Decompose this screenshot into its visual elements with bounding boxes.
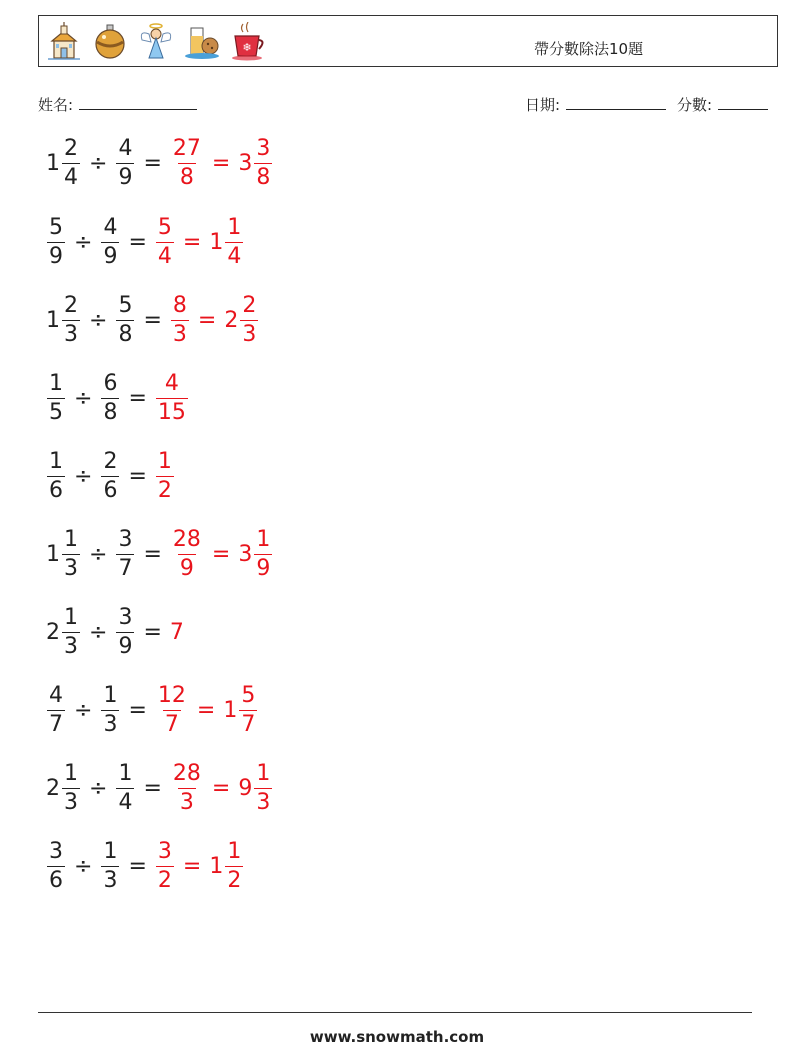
divide-sign: ÷ xyxy=(89,150,108,176)
denominator: 7 xyxy=(118,555,133,581)
denominator: 9 xyxy=(103,243,118,269)
whole-number: 1 xyxy=(209,853,224,879)
numerator: 5 xyxy=(241,682,256,708)
problem-row xyxy=(46,758,273,818)
score-blank[interactable] xyxy=(718,95,768,110)
numerator: 27 xyxy=(172,135,201,161)
dividend xyxy=(46,526,81,581)
fraction xyxy=(47,682,65,737)
numerator: 8 xyxy=(172,292,187,318)
whole-number: 1 xyxy=(46,541,60,567)
numerator: 5 xyxy=(118,292,133,318)
denominator: 5 xyxy=(49,399,63,425)
numerator: 28 xyxy=(172,760,201,786)
problem-row xyxy=(46,680,258,740)
fraction xyxy=(101,448,119,503)
whole-number: 9 xyxy=(238,775,253,801)
name-field xyxy=(38,94,197,115)
denominator: 3 xyxy=(64,555,78,581)
denominator: 7 xyxy=(164,711,179,737)
fraction xyxy=(225,214,243,269)
denominator: 3 xyxy=(256,789,271,815)
answer-improper xyxy=(170,620,185,645)
divisor xyxy=(100,838,120,893)
date-label: 日期: xyxy=(525,96,561,114)
equals-sign: = xyxy=(182,229,202,255)
numerator: 2 xyxy=(64,135,78,161)
denominator: 3 xyxy=(242,321,257,347)
whole-number: 7 xyxy=(169,619,184,645)
denominator: 8 xyxy=(256,164,271,190)
divide-sign: ÷ xyxy=(74,697,93,723)
answer-improper xyxy=(170,292,190,347)
fraction xyxy=(156,682,188,737)
divide-sign: ÷ xyxy=(74,853,93,879)
fraction xyxy=(47,838,65,893)
equals-sign: = xyxy=(196,697,216,723)
fraction xyxy=(116,292,134,347)
divide-sign: ÷ xyxy=(89,541,108,567)
denominator: 3 xyxy=(64,789,78,815)
footer-divider xyxy=(38,1012,752,1013)
divide-sign: ÷ xyxy=(89,307,108,333)
equals-sign: = xyxy=(128,385,147,411)
fraction xyxy=(254,526,272,581)
equals-sign: = xyxy=(211,541,231,567)
dividend xyxy=(46,214,66,269)
fraction xyxy=(62,604,80,659)
numerator: 3 xyxy=(118,604,133,630)
equals-sign: = xyxy=(182,853,202,879)
denominator: 4 xyxy=(118,789,133,815)
whole-number: 2 xyxy=(46,619,60,645)
answer-mixed xyxy=(209,214,244,269)
answer-mixed xyxy=(224,292,259,347)
equals-sign: = xyxy=(211,150,231,176)
numerator: 4 xyxy=(164,370,179,396)
fraction xyxy=(171,135,203,190)
date-field xyxy=(525,94,666,115)
icon-strip xyxy=(45,22,267,62)
fraction xyxy=(116,135,134,190)
fraction xyxy=(225,838,243,893)
divisor xyxy=(115,135,135,190)
problem-row xyxy=(46,524,273,584)
whole-number: 1 xyxy=(46,307,60,333)
whole-number: 3 xyxy=(238,150,253,176)
divide-sign: ÷ xyxy=(74,229,93,255)
whole-number: 2 xyxy=(224,307,239,333)
numerator: 1 xyxy=(103,682,118,708)
name-label: 姓名: xyxy=(38,96,74,114)
numerator: 1 xyxy=(256,760,271,786)
score-label: 分數: xyxy=(677,96,713,114)
divisor xyxy=(100,448,120,503)
divide-sign: ÷ xyxy=(74,463,93,489)
denominator: 9 xyxy=(118,164,133,190)
denominator: 6 xyxy=(49,477,63,503)
equals-sign: = xyxy=(128,229,147,255)
denominator: 3 xyxy=(103,711,118,737)
equals-sign: = xyxy=(128,853,147,879)
numerator: 4 xyxy=(103,214,118,240)
answer-mixed xyxy=(238,760,273,815)
denominator: 9 xyxy=(256,555,271,581)
whole-number: 1 xyxy=(209,229,224,255)
equals-sign: = xyxy=(197,307,217,333)
answer-mixed xyxy=(209,838,244,893)
numerator: 1 xyxy=(157,448,172,474)
divisor xyxy=(115,604,135,659)
denominator: 3 xyxy=(64,321,78,347)
footer-website: www.snowmath.com xyxy=(309,1028,485,1046)
fraction xyxy=(101,214,119,269)
fraction xyxy=(239,682,257,737)
fraction xyxy=(156,214,174,269)
whole-number: 1 xyxy=(46,150,60,176)
angel-icon xyxy=(137,22,175,62)
denominator: 7 xyxy=(49,711,63,737)
fraction xyxy=(254,760,272,815)
answer-improper xyxy=(170,526,204,581)
denominator: 4 xyxy=(64,164,78,190)
numerator: 1 xyxy=(103,838,118,864)
hot-cup-icon xyxy=(229,22,267,62)
denominator: 9 xyxy=(49,243,63,269)
milk-cookie-icon xyxy=(183,22,221,62)
denominator: 4 xyxy=(157,243,172,269)
dividend xyxy=(46,292,81,347)
denominator: 8 xyxy=(179,164,194,190)
answer-mixed xyxy=(238,526,273,581)
denominator: 6 xyxy=(49,867,63,893)
denominator: 15 xyxy=(157,399,186,425)
answer-improper xyxy=(155,214,175,269)
name-blank[interactable] xyxy=(79,95,197,110)
numerator: 3 xyxy=(157,838,172,864)
divisor xyxy=(115,292,135,347)
answer-mixed xyxy=(238,135,273,190)
equals-sign: = xyxy=(143,307,162,333)
divide-sign: ÷ xyxy=(89,619,108,645)
numerator: 3 xyxy=(118,526,133,552)
date-blank[interactable] xyxy=(566,95,666,110)
denominator: 3 xyxy=(172,321,187,347)
equals-sign: = xyxy=(128,463,147,489)
answer-improper xyxy=(155,370,189,425)
numerator: 1 xyxy=(64,604,78,630)
fraction xyxy=(101,838,119,893)
answer-improper xyxy=(170,135,204,190)
numerator: 1 xyxy=(227,838,242,864)
denominator: 9 xyxy=(179,555,194,581)
problem-row xyxy=(46,446,175,506)
fraction xyxy=(62,135,80,190)
whole-number: 1 xyxy=(223,697,238,723)
divisor xyxy=(100,370,120,425)
fraction xyxy=(116,604,134,659)
numerator: 1 xyxy=(64,760,78,786)
fraction xyxy=(47,448,65,503)
numerator: 4 xyxy=(118,135,133,161)
fraction xyxy=(171,526,203,581)
whole-number: 3 xyxy=(238,541,253,567)
problem-row xyxy=(46,368,189,428)
equals-sign: = xyxy=(211,775,231,801)
problem-row xyxy=(46,133,273,193)
numerator: 3 xyxy=(256,135,271,161)
dividend xyxy=(46,682,66,737)
equals-sign: = xyxy=(143,541,162,567)
numerator: 5 xyxy=(157,214,172,240)
numerator: 3 xyxy=(49,838,63,864)
divisor xyxy=(115,760,135,815)
divisor xyxy=(100,682,120,737)
fraction xyxy=(116,760,134,815)
fraction xyxy=(116,526,134,581)
answer-improper xyxy=(170,760,204,815)
numerator: 2 xyxy=(64,292,78,318)
fraction xyxy=(47,214,65,269)
numerator: 1 xyxy=(64,526,78,552)
answer-improper xyxy=(155,448,175,503)
fraction xyxy=(156,370,188,425)
dividend xyxy=(46,448,66,503)
fraction xyxy=(254,135,272,190)
denominator: 8 xyxy=(118,321,133,347)
numerator: 5 xyxy=(49,214,63,240)
fraction xyxy=(171,292,189,347)
divisor xyxy=(100,214,120,269)
divide-sign: ÷ xyxy=(89,775,108,801)
ornament-ball-icon xyxy=(91,22,129,62)
dividend xyxy=(46,838,66,893)
denominator: 2 xyxy=(157,867,172,893)
dividend xyxy=(46,760,81,815)
fraction xyxy=(171,760,203,815)
denominator: 3 xyxy=(103,867,118,893)
fraction xyxy=(101,370,119,425)
numerator: 1 xyxy=(256,526,271,552)
denominator: 4 xyxy=(227,243,242,269)
numerator: 2 xyxy=(242,292,257,318)
denominator: 7 xyxy=(241,711,256,737)
denominator: 9 xyxy=(118,633,133,659)
numerator: 6 xyxy=(103,370,118,396)
numerator: 2 xyxy=(103,448,118,474)
numerator: 12 xyxy=(157,682,186,708)
fraction xyxy=(156,838,174,893)
numerator: 1 xyxy=(49,448,63,474)
problem-row xyxy=(46,290,259,350)
dividend xyxy=(46,135,81,190)
equals-sign: = xyxy=(143,150,162,176)
page-title: 帶分數除法10題 xyxy=(534,40,644,58)
problem-row xyxy=(46,212,244,272)
problem-row xyxy=(46,836,244,896)
numerator: 4 xyxy=(49,682,63,708)
whole-number: 2 xyxy=(46,775,60,801)
church-icon xyxy=(45,22,83,62)
answer-mixed xyxy=(223,682,258,737)
equals-sign: = xyxy=(143,775,162,801)
fraction xyxy=(62,760,80,815)
header-box xyxy=(38,15,778,67)
denominator: 2 xyxy=(157,477,172,503)
dividend xyxy=(46,370,66,425)
numerator: 1 xyxy=(49,370,63,396)
score-field xyxy=(677,94,768,115)
answer-improper xyxy=(155,682,189,737)
fraction xyxy=(62,526,80,581)
denominator: 3 xyxy=(64,633,78,659)
dividend xyxy=(46,604,81,659)
fraction xyxy=(156,448,174,503)
denominator: 3 xyxy=(179,789,194,815)
problem-row xyxy=(46,602,185,662)
fraction xyxy=(101,682,119,737)
fraction xyxy=(240,292,258,347)
answer-improper xyxy=(155,838,175,893)
fraction xyxy=(47,370,65,425)
equals-sign: = xyxy=(143,619,162,645)
divisor xyxy=(115,526,135,581)
numerator: 28 xyxy=(172,526,201,552)
divide-sign: ÷ xyxy=(74,385,93,411)
numerator: 1 xyxy=(118,760,133,786)
svg-text:❄: ❄ xyxy=(242,41,252,54)
denominator: 8 xyxy=(103,399,118,425)
denominator: 6 xyxy=(103,477,118,503)
numerator: 1 xyxy=(227,214,242,240)
denominator: 2 xyxy=(227,867,242,893)
fraction xyxy=(62,292,80,347)
equals-sign: = xyxy=(128,697,147,723)
